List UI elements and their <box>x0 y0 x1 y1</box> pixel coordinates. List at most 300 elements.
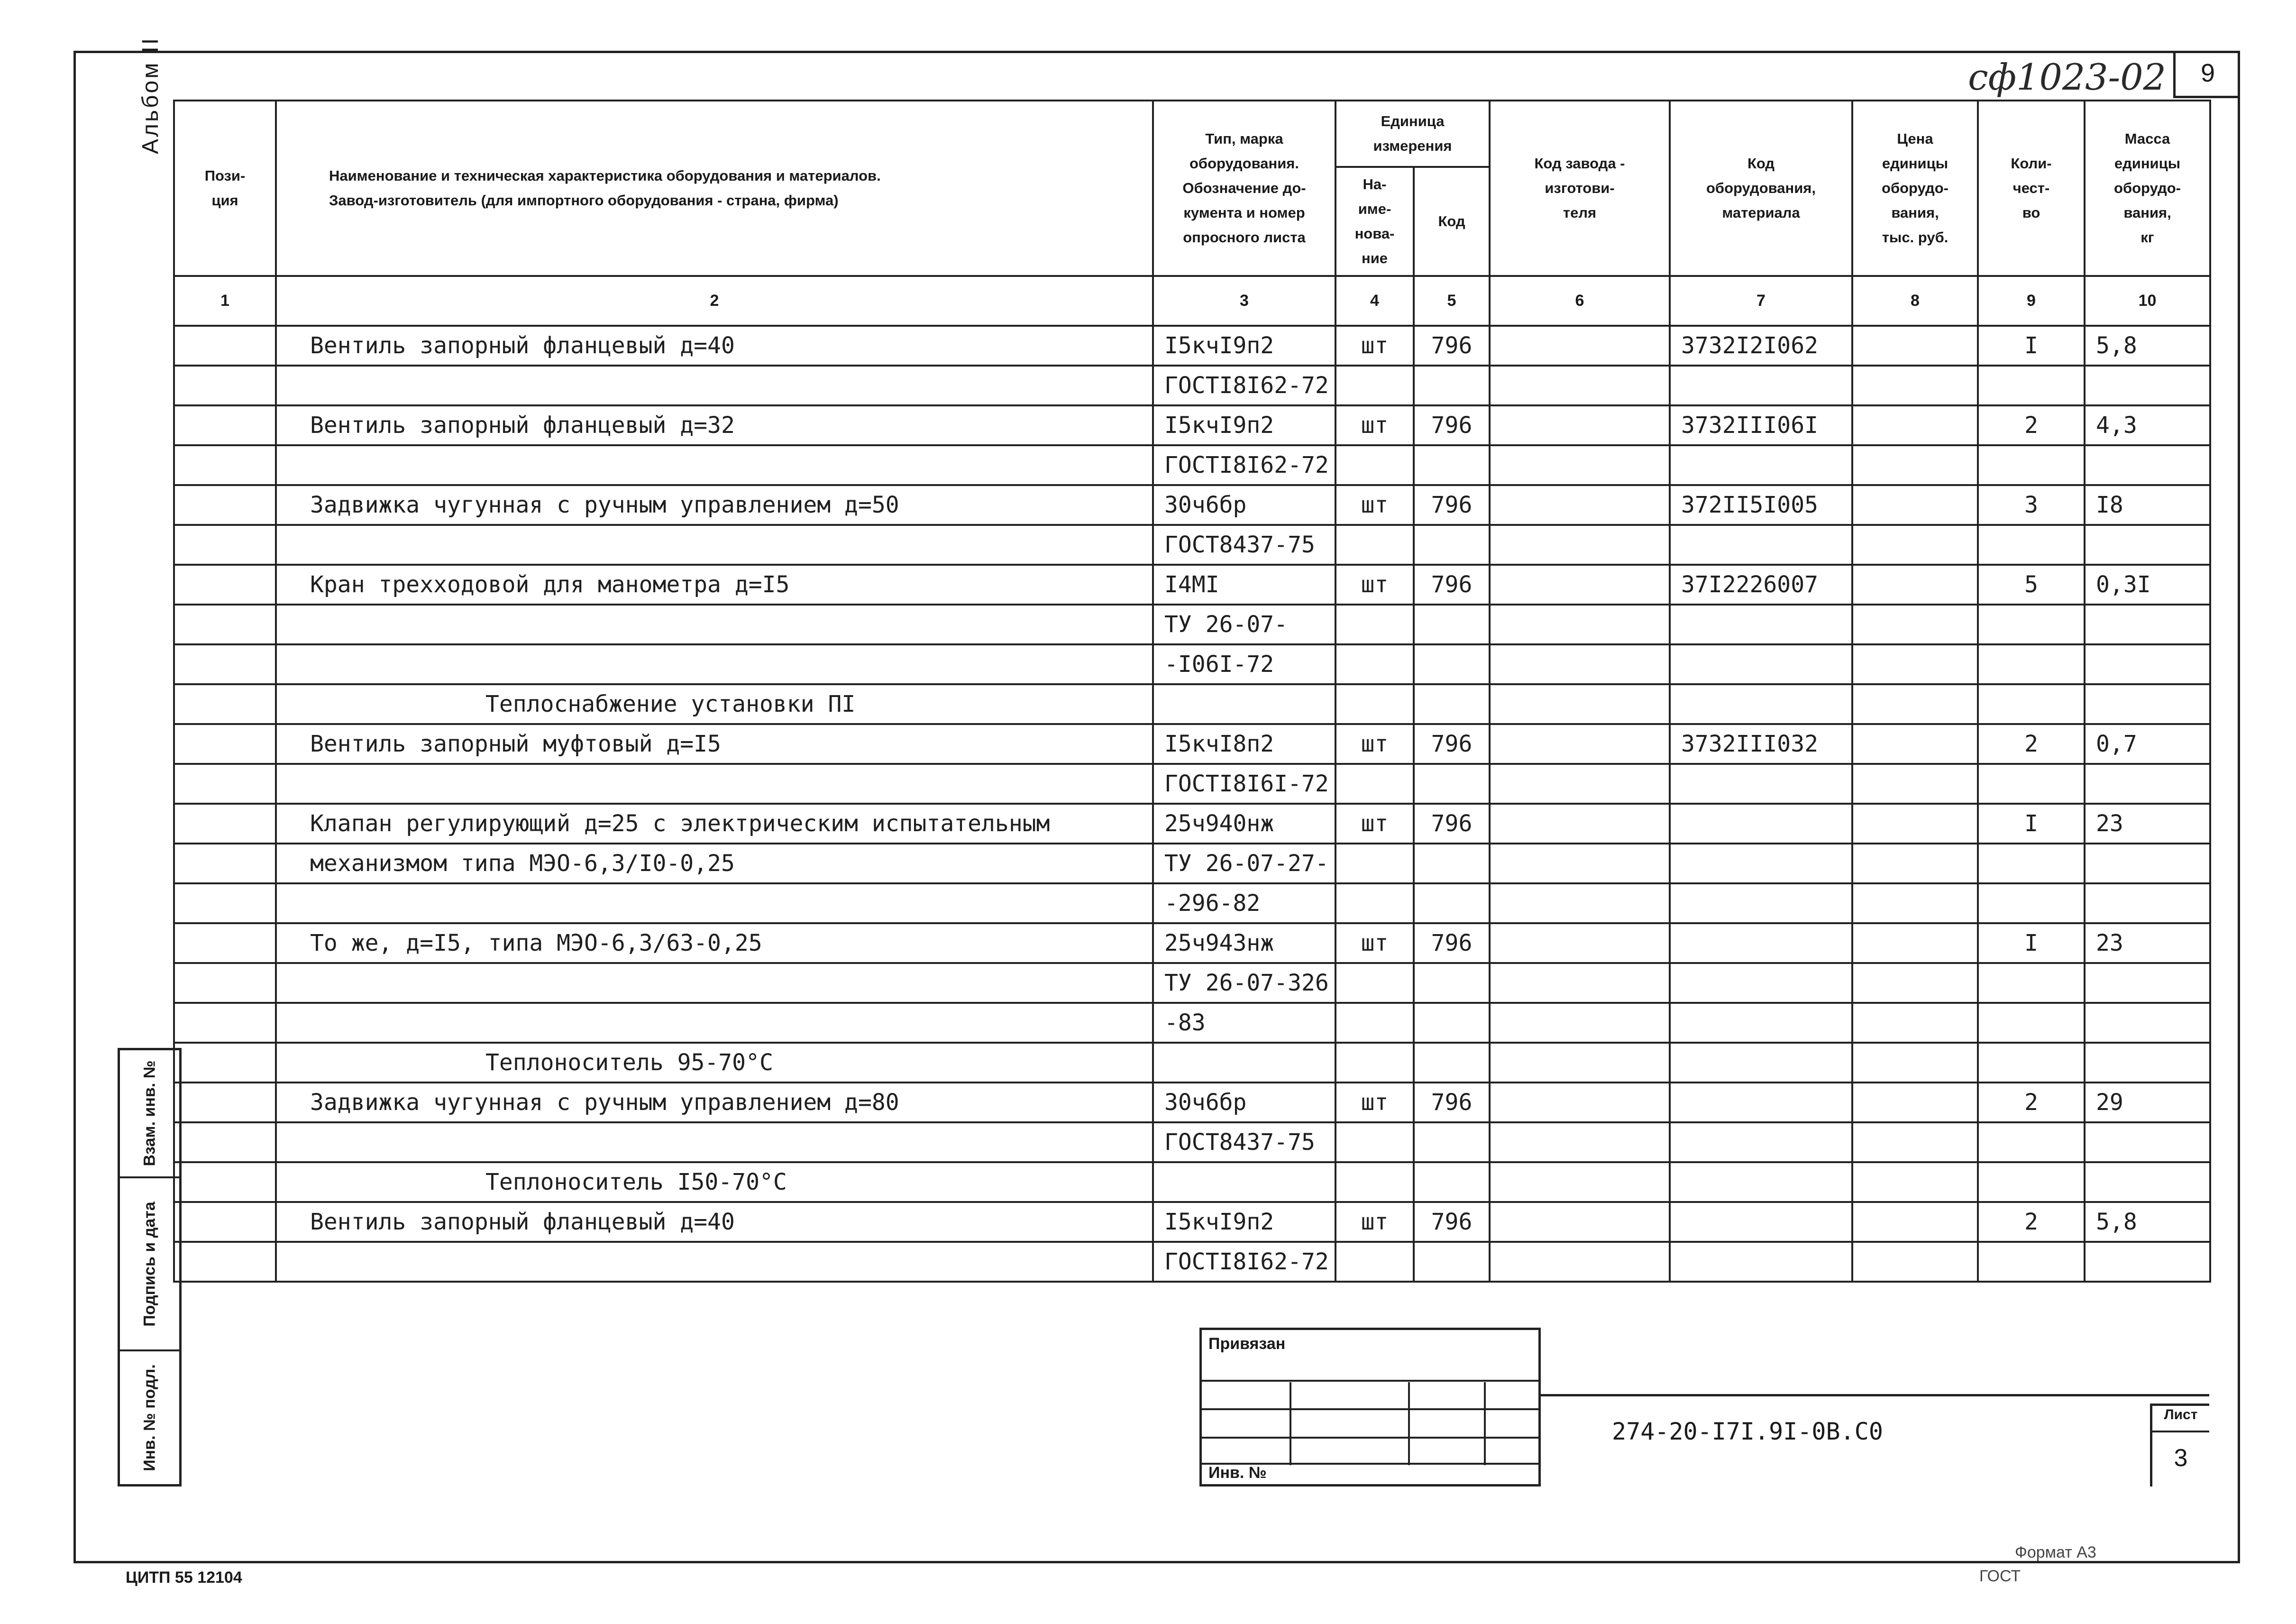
item-type: I5кчI9п2 <box>1153 326 1336 366</box>
quantity: I <box>1978 923 2085 963</box>
item-type: I4MI <box>1153 565 1336 605</box>
unit-price <box>1852 326 1978 366</box>
equipment-code <box>1670 684 1852 724</box>
item-name <box>276 605 1153 644</box>
equipment-code: 3732I2I062 <box>1670 326 1852 366</box>
table-row <box>174 405 2210 445</box>
unit-mass: 23 <box>2085 804 2210 844</box>
unit-code: 796 <box>1414 1202 1490 1242</box>
position-cell <box>174 1122 276 1162</box>
unit-name <box>1336 844 1414 883</box>
col-header-unit-group: Единица измерения <box>1336 101 1490 167</box>
unit-code <box>1414 525 1490 565</box>
unit-name <box>1336 963 1414 1003</box>
unit-code: 796 <box>1414 405 1490 445</box>
unit-code <box>1414 963 1490 1003</box>
equipment-code <box>1670 366 1852 405</box>
quantity <box>1978 1003 2085 1043</box>
item-type: 30ч6бр <box>1153 485 1336 525</box>
column-number: 6 <box>1490 276 1670 326</box>
item-name: Теплоноситель I50-70°C <box>276 1162 1153 1202</box>
table-row <box>174 366 2210 405</box>
equipment-code <box>1670 1242 1852 1282</box>
position-cell <box>174 405 276 445</box>
item-type: I5кчI8п2 <box>1153 724 1336 764</box>
col-header-name: Наименование и техническая характеристика оборудования и материалов. Завод-изготовитель (для импортного оборудования - страна, фирма) <box>276 101 1153 276</box>
quantity <box>1978 1122 2085 1162</box>
unit-price <box>1852 1122 1978 1162</box>
equipment-code: 3732III032 <box>1670 724 1852 764</box>
unit-name <box>1336 605 1414 644</box>
position-cell <box>174 923 276 963</box>
item-name: Кран трехходовой для манометра д=I5 <box>276 565 1153 605</box>
table-row <box>174 844 2210 883</box>
unit-name: шт <box>1336 724 1414 764</box>
item-type: I5кчI9п2 <box>1153 405 1336 445</box>
position-cell <box>174 445 276 485</box>
equipment-code <box>1670 525 1852 565</box>
unit-price <box>1852 445 1978 485</box>
item-type: ГОСТ8437-75 <box>1153 525 1336 565</box>
title-divider <box>1541 1394 2209 1396</box>
album-label: Альбом II <box>138 36 163 154</box>
quantity: 2 <box>1978 1083 2085 1122</box>
unit-price <box>1852 923 1978 963</box>
table-row <box>174 684 2210 724</box>
item-name: Задвижка чугунная с ручным управлением д=50 <box>276 485 1153 525</box>
position-cell <box>174 724 276 764</box>
item-name: Вентиль запорный фланцевый д=32 <box>276 405 1153 445</box>
equipment-code <box>1670 923 1852 963</box>
position-cell <box>174 644 276 684</box>
unit-price <box>1852 1043 1978 1083</box>
unit-name: шт <box>1336 485 1414 525</box>
factory-code <box>1490 405 1670 445</box>
factory-code <box>1490 366 1670 405</box>
item-type <box>1153 684 1336 724</box>
equipment-code <box>1670 764 1852 804</box>
item-type <box>1153 1162 1336 1202</box>
position-cell <box>174 883 276 923</box>
unit-code <box>1414 1122 1490 1162</box>
header-row <box>174 101 2210 167</box>
unit-mass <box>2085 1043 2210 1083</box>
unit-code: 796 <box>1414 565 1490 605</box>
unit-mass: 4,3 <box>2085 405 2210 445</box>
unit-price <box>1852 883 1978 923</box>
unit-mass <box>2085 366 2210 405</box>
unit-code <box>1414 1162 1490 1202</box>
equipment-code <box>1670 963 1852 1003</box>
position-cell <box>174 485 276 525</box>
unit-mass: 23 <box>2085 923 2210 963</box>
equipment-code <box>1670 883 1852 923</box>
unit-mass <box>2085 844 2210 883</box>
item-name <box>276 963 1153 1003</box>
item-type: 30ч6бр <box>1153 1083 1336 1122</box>
unit-name: шт <box>1336 326 1414 366</box>
position-cell <box>174 326 276 366</box>
item-name <box>276 883 1153 923</box>
table-row <box>174 326 2210 366</box>
col-header-unit-code: Код <box>1414 167 1490 276</box>
item-type: ГОСТI8I62-72 <box>1153 445 1336 485</box>
table-row <box>174 764 2210 804</box>
unit-price <box>1852 485 1978 525</box>
table-row <box>174 724 2210 764</box>
bound-label: Привязан <box>1208 1335 1286 1353</box>
unit-name <box>1336 366 1414 405</box>
unit-mass <box>2085 1162 2210 1202</box>
table-row <box>174 605 2210 644</box>
factory-code <box>1490 883 1670 923</box>
equipment-code: 3732III06I <box>1670 405 1852 445</box>
unit-code: 796 <box>1414 1083 1490 1122</box>
factory-code <box>1490 844 1670 883</box>
position-cell <box>174 1003 276 1043</box>
position-cell <box>174 1202 276 1242</box>
factory-code <box>1490 525 1670 565</box>
factory-code <box>1490 1122 1670 1162</box>
quantity <box>1978 883 2085 923</box>
factory-code <box>1490 1242 1670 1282</box>
table-row <box>174 1162 2210 1202</box>
quantity <box>1978 1043 2085 1083</box>
position-cell <box>174 565 276 605</box>
position-cell <box>174 1242 276 1282</box>
unit-code <box>1414 1003 1490 1043</box>
factory-code <box>1490 684 1670 724</box>
column-number: 4 <box>1336 276 1414 326</box>
position-cell <box>174 684 276 724</box>
drawing-code: сф1023-02 <box>1968 56 2166 98</box>
item-name: механизмом типа МЭО-6,3/I0-0,25 <box>276 844 1153 883</box>
position-cell <box>174 605 276 644</box>
quantity: I <box>1978 804 2085 844</box>
position-cell <box>174 1083 276 1122</box>
unit-mass <box>2085 445 2210 485</box>
unit-mass <box>2085 883 2210 923</box>
unit-name <box>1336 1003 1414 1043</box>
quantity <box>1978 605 2085 644</box>
unit-name <box>1336 445 1414 485</box>
unit-mass <box>2085 963 2210 1003</box>
unit-mass <box>2085 644 2210 684</box>
equipment-code <box>1670 1003 1852 1043</box>
table-row <box>174 1043 2210 1083</box>
unit-name <box>1336 1242 1414 1282</box>
unit-name <box>1336 1043 1414 1083</box>
unit-code <box>1414 366 1490 405</box>
equipment-code <box>1670 644 1852 684</box>
unit-price <box>1852 605 1978 644</box>
item-type: ГОСТI8I62-72 <box>1153 366 1336 405</box>
unit-price <box>1852 1083 1978 1122</box>
unit-price <box>1852 764 1978 804</box>
document-code: 274-20-I7I.9I-0В.С0 <box>1612 1418 1883 1445</box>
table-row <box>174 1202 2210 1242</box>
item-type: I5кчI9п2 <box>1153 1202 1336 1242</box>
quantity <box>1978 445 2085 485</box>
stamp-original-inv: Инв. № подл. <box>140 1364 158 1471</box>
factory-code <box>1490 565 1670 605</box>
factory-code <box>1490 605 1670 644</box>
unit-price <box>1852 1202 1978 1242</box>
unit-code <box>1414 1043 1490 1083</box>
column-number: 5 <box>1414 276 1490 326</box>
col-header-unit-mass: Масса единицы оборудо- вания, кг <box>2085 101 2210 276</box>
unit-name: шт <box>1336 923 1414 963</box>
unit-name: шт <box>1336 1083 1414 1122</box>
table-row <box>174 883 2210 923</box>
unit-name <box>1336 525 1414 565</box>
factory-code <box>1490 1043 1670 1083</box>
table-row <box>174 565 2210 605</box>
equipment-code <box>1670 1202 1852 1242</box>
unit-price <box>1852 1003 1978 1043</box>
factory-code <box>1490 1003 1670 1043</box>
equipment-code <box>1670 605 1852 644</box>
factory-code <box>1490 764 1670 804</box>
item-type: ТУ 26-07-27- <box>1153 844 1336 883</box>
quantity <box>1978 764 2085 804</box>
item-type: ТУ 26-07- <box>1153 605 1336 644</box>
item-name: То же, д=I5, типа МЭО-6,3/63-0,25 <box>276 923 1153 963</box>
table-row <box>174 525 2210 565</box>
title-block <box>1199 1328 1541 1486</box>
item-type: ГОСТI8I62-72 <box>1153 1242 1336 1282</box>
item-name <box>276 1242 1153 1282</box>
quantity: 2 <box>1978 405 2085 445</box>
unit-mass <box>2085 1003 2210 1043</box>
unit-mass: 5,8 <box>2085 1202 2210 1242</box>
quantity: 3 <box>1978 485 2085 525</box>
col-header-unit-price: Цена единицы оборудо- вания, тыс. руб. <box>1852 101 1978 276</box>
factory-code <box>1490 644 1670 684</box>
col-header-equipment-code: Код оборудования, материала <box>1670 101 1852 276</box>
column-number: 2 <box>276 276 1153 326</box>
item-name: Теплоноситель 95-70°C <box>276 1043 1153 1083</box>
unit-name <box>1336 1162 1414 1202</box>
column-number: 9 <box>1978 276 2085 326</box>
sheet-label: Лист <box>2164 1407 2198 1422</box>
column-number: 10 <box>2085 276 2210 326</box>
factory-code <box>1490 485 1670 525</box>
unit-name <box>1336 1122 1414 1162</box>
unit-code: 796 <box>1414 804 1490 844</box>
unit-price <box>1852 1242 1978 1282</box>
footer-format: Формат А3 <box>2015 1543 2096 1561</box>
unit-name: шт <box>1336 1202 1414 1242</box>
position-cell <box>174 1043 276 1083</box>
item-name <box>276 445 1153 485</box>
unit-price <box>1852 844 1978 883</box>
quantity: 5 <box>1978 565 2085 605</box>
column-number: 1 <box>174 276 276 326</box>
footer-printer: ЦИТП 55 12104 <box>126 1569 242 1587</box>
table-row <box>174 1003 2210 1043</box>
unit-mass: I8 <box>2085 485 2210 525</box>
factory-code <box>1490 724 1670 764</box>
unit-code: 796 <box>1414 923 1490 963</box>
table-row <box>174 963 2210 1003</box>
unit-code: 796 <box>1414 724 1490 764</box>
sheet-number-top: 9 <box>2173 51 2240 98</box>
unit-name <box>1336 764 1414 804</box>
unit-mass: 5,8 <box>2085 326 2210 366</box>
unit-mass <box>2085 525 2210 565</box>
item-type: -83 <box>1153 1003 1336 1043</box>
item-type: -I06I-72 <box>1153 644 1336 684</box>
specification-table <box>173 100 2211 1283</box>
side-stamp <box>118 1048 182 1486</box>
unit-price <box>1852 804 1978 844</box>
unit-price <box>1852 684 1978 724</box>
quantity: 2 <box>1978 1202 2085 1242</box>
column-number: 7 <box>1670 276 1852 326</box>
unit-code <box>1414 445 1490 485</box>
col-header-unit-name: На- име- нова- ние <box>1336 167 1414 276</box>
item-name: Клапан регулирующий д=25 с электрическим испытательным <box>276 804 1153 844</box>
equipment-code <box>1670 1122 1852 1162</box>
unit-mass: 0,3I <box>2085 565 2210 605</box>
item-type: ГОСТI8I6I-72 <box>1153 764 1336 804</box>
quantity: 2 <box>1978 724 2085 764</box>
quantity <box>1978 963 2085 1003</box>
unit-price <box>1852 963 1978 1003</box>
col-header-position: Пози- ция <box>174 101 276 276</box>
col-header-type: Тип, марка оборудования. Обозначение до- кумента и номер опросного листа <box>1153 101 1336 276</box>
unit-price <box>1852 565 1978 605</box>
footer-gost: ГОСТ <box>1979 1567 2021 1585</box>
table-row <box>174 1083 2210 1122</box>
factory-code <box>1490 326 1670 366</box>
equipment-code <box>1670 445 1852 485</box>
position-cell <box>174 804 276 844</box>
equipment-code <box>1670 1043 1852 1083</box>
table-body <box>174 326 2210 1282</box>
item-name <box>276 1003 1153 1043</box>
unit-mass: 0,7 <box>2085 724 2210 764</box>
inv-no-label: Инв. № <box>1208 1464 1267 1482</box>
unit-code: 796 <box>1414 326 1490 366</box>
unit-price <box>1852 525 1978 565</box>
table-row <box>174 1242 2210 1282</box>
unit-code <box>1414 605 1490 644</box>
factory-code <box>1490 963 1670 1003</box>
factory-code <box>1490 1162 1670 1202</box>
column-number-row <box>174 276 2210 326</box>
item-type: 25ч940нж <box>1153 804 1336 844</box>
factory-code <box>1490 923 1670 963</box>
column-number: 8 <box>1852 276 1978 326</box>
quantity <box>1978 366 2085 405</box>
factory-code <box>1490 445 1670 485</box>
factory-code <box>1490 804 1670 844</box>
table-row <box>174 923 2210 963</box>
item-name: Вентиль запорный муфтовый д=I5 <box>276 724 1153 764</box>
item-name <box>276 764 1153 804</box>
item-name: Вентиль запорный фланцевый д=40 <box>276 326 1153 366</box>
factory-code <box>1490 1083 1670 1122</box>
position-cell <box>174 366 276 405</box>
unit-name: шт <box>1336 565 1414 605</box>
equipment-code <box>1670 844 1852 883</box>
unit-price <box>1852 366 1978 405</box>
unit-name: шт <box>1336 804 1414 844</box>
position-cell <box>174 525 276 565</box>
unit-mass <box>2085 605 2210 644</box>
frame-bottom-line <box>73 1561 2240 1563</box>
unit-code <box>1414 844 1490 883</box>
position-cell <box>174 844 276 883</box>
col-header-factory-code: Код завода - изготови- теля <box>1490 101 1670 276</box>
table-row <box>174 445 2210 485</box>
unit-code <box>1414 764 1490 804</box>
unit-mass <box>2085 764 2210 804</box>
unit-code <box>1414 1242 1490 1282</box>
unit-mass <box>2085 684 2210 724</box>
table-row <box>174 1122 2210 1162</box>
quantity <box>1978 1242 2085 1282</box>
stamp-replacement-inv: Взам. инв. № <box>120 1050 179 1178</box>
item-name: Теплоснабжение установки ПI <box>276 684 1153 724</box>
equipment-code: 372II5I005 <box>1670 485 1852 525</box>
unit-price <box>1852 644 1978 684</box>
quantity <box>1978 644 2085 684</box>
unit-code <box>1414 644 1490 684</box>
table-row <box>174 804 2210 844</box>
quantity <box>1978 525 2085 565</box>
quantity: I <box>1978 326 2085 366</box>
sheet-box <box>2150 1404 2209 1486</box>
quantity <box>1978 1162 2085 1202</box>
item-name <box>276 1122 1153 1162</box>
unit-name <box>1336 883 1414 923</box>
equipment-code: 37I2226007 <box>1670 565 1852 605</box>
unit-name <box>1336 684 1414 724</box>
unit-mass <box>2085 1122 2210 1162</box>
unit-code <box>1414 684 1490 724</box>
item-name <box>276 644 1153 684</box>
item-name <box>276 366 1153 405</box>
factory-code <box>1490 1202 1670 1242</box>
quantity <box>1978 684 2085 724</box>
item-name <box>276 525 1153 565</box>
equipment-code <box>1670 1083 1852 1122</box>
table-row <box>174 485 2210 525</box>
unit-name: шт <box>1336 405 1414 445</box>
unit-mass <box>2085 1242 2210 1282</box>
unit-name <box>1336 644 1414 684</box>
table-row <box>174 644 2210 684</box>
equipment-code <box>1670 804 1852 844</box>
column-number: 3 <box>1153 276 1336 326</box>
sheet-number: 3 <box>2174 1444 2188 1472</box>
unit-price <box>1852 1162 1978 1202</box>
item-name: Задвижка чугунная с ручным управлением д=80 <box>276 1083 1153 1122</box>
item-type: -296-82 <box>1153 883 1336 923</box>
item-type: 25ч943нж <box>1153 923 1336 963</box>
unit-mass: 29 <box>2085 1083 2210 1122</box>
item-name: Вентиль запорный фланцевый д=40 <box>276 1202 1153 1242</box>
unit-code <box>1414 883 1490 923</box>
item-type: ГОСТ8437-75 <box>1153 1122 1336 1162</box>
equipment-code <box>1670 1162 1852 1202</box>
stamp-signature-date: Подпись и дата <box>120 1178 179 1351</box>
position-cell <box>174 764 276 804</box>
unit-price <box>1852 405 1978 445</box>
